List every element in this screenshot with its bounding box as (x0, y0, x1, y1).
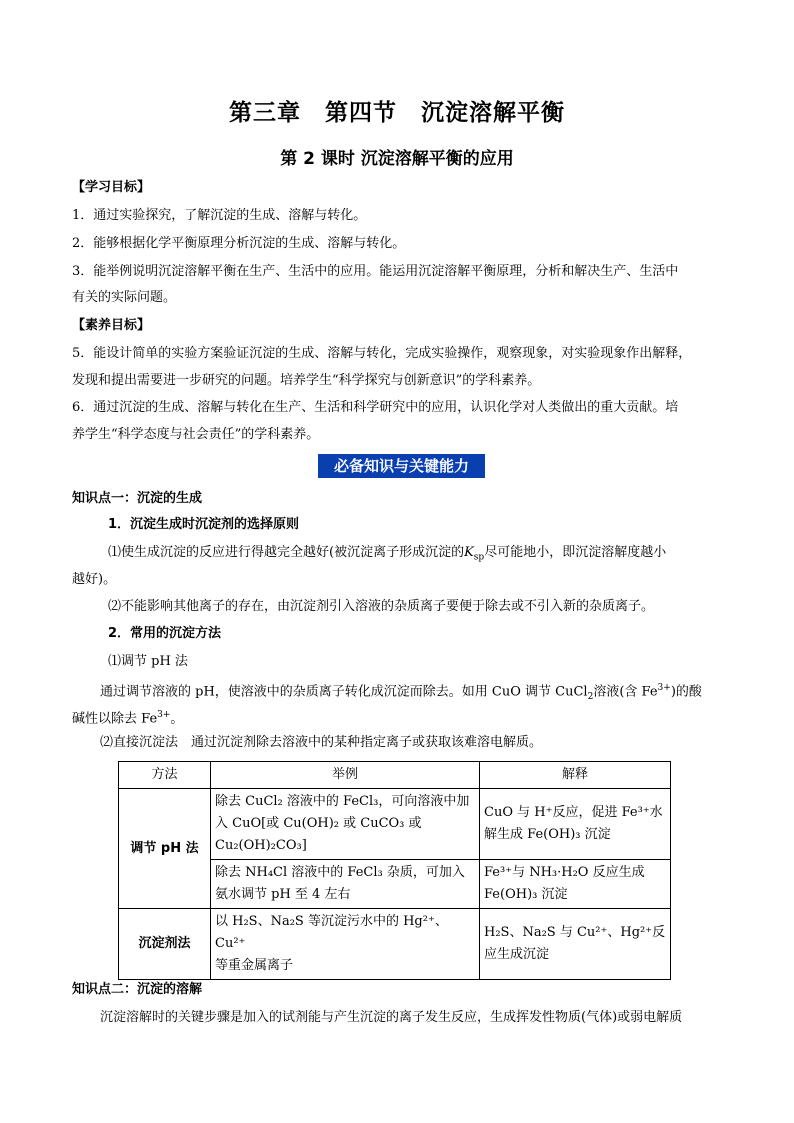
explanation-line: 应生成沉淀 (484, 947, 550, 962)
ph-desc-text-c: )的酸 (670, 684, 702, 700)
example-line: 除去 NH₄Cl 溶液中的 FeCl₃ 杂质，可加入 (215, 865, 465, 880)
literacy-item: 发现和提出需要进一步研究的问题。培养学生“科学探究与创新意识”的学科素养。 (72, 373, 541, 388)
literacy-item: 5．能设计简单的实验方案验证沉淀的生成、溶解与转化，完成实验操作，观察现象，对实验现象作出解释， (72, 346, 692, 361)
goal-item: 3．能举例说明沉淀溶解平衡在生产、生活中的应用。能运用沉淀溶解平衡原理，分析和解决生产、生活中 (72, 264, 679, 279)
principle-2: ⑵不能影响其他离子的存在，由沉淀剂引入溶液的杂质离子要便于除去或不引入新的杂质离子。 (108, 599, 655, 614)
page-title: 第三章 第四节 沉淀溶解平衡 (229, 100, 565, 126)
explanation-line: H₂S、Na₂S 与 Cu²⁺、Hg²⁺反 (484, 925, 666, 940)
ph-desc-text-b: 溶液(含 Fe (593, 684, 658, 700)
method-ph-desc-continued: 碱性以除去 $Fe^{3+}$。 (72, 710, 184, 727)
goals-heading: 【学习目标】 (72, 180, 151, 195)
method-ph-label: ⑴调节 pH 法 (108, 654, 188, 669)
table-row (119, 909, 671, 980)
explanation-line: 解生成 Fe(OH)₃ 沉淀 (484, 827, 611, 842)
explanation-cell (480, 909, 671, 980)
literacy-item: 养学生“科学态度与社会责任”的学科素养。 (72, 427, 320, 442)
example-cell (211, 789, 480, 860)
goal-item: 2．能够根据化学平衡原理分析沉淀的生成、溶解与转化。 (72, 236, 406, 251)
knowledge-point-1-heading: 知识点一：沉淀的生成 (72, 491, 203, 506)
principle-1 (108, 544, 666, 567)
table-header-cell: 举例 (211, 762, 480, 789)
section-banner: 必备知识与关键能力 (318, 454, 485, 478)
example-line: 氨水调节 pH 至 4 左右 (215, 887, 351, 902)
example-line: Cu₂(OH)₂CO₃] (215, 838, 307, 853)
example-line: 除去 CuCl₂ 溶液中的 FeCl₃，可向溶液中加 (215, 794, 470, 809)
explanation-cell (480, 789, 671, 860)
goal-item: 1．通过实验探究，了解沉淀的生成、溶解与转化。 (72, 208, 367, 223)
example-line: 等重金属离子 (215, 958, 294, 973)
principle-1-text-b: 尽可能地小，即沉淀溶解度越小 (484, 545, 667, 560)
subsection-1-heading: 1．沉淀生成时沉淀剂的选择原则 (108, 517, 300, 532)
explanation-cell (480, 860, 671, 909)
literacy-item: 6．通过沉淀的生成、溶解与转化在生产、生活和科学研究中的应用，认识化学对人类做出的重大贡献。培 (72, 400, 679, 415)
explanation-line: Fe(OH)₃ 沉淀 (484, 887, 568, 902)
principle-1-text-a: ⑴使生成沉淀的反应进行得越完全越好(被沉淀离子形成沉淀的 (108, 545, 465, 560)
page-subtitle: 第 2 课时 沉淀溶解平衡的应用 (280, 149, 514, 169)
knowledge-point-2-heading: 知识点二：沉淀的溶解 (72, 982, 203, 997)
literacy-heading: 【素养目标】 (72, 318, 151, 333)
table-header-row (119, 762, 671, 789)
principle-1-continued: 越好)。 (72, 572, 117, 587)
method-direct-desc: ⑵直接沉淀法 通过沉淀剂除去溶液中的某种指定离子或获取该难溶电解质。 (100, 735, 543, 750)
methods-table (118, 761, 671, 980)
goal-item: 有关的实际问题。 (72, 290, 177, 305)
method-ph-desc: 通过调节溶液的 pH，使溶液中的杂质离子转化成沉淀而除去。如用 CuO 调节 CuCl$_2$溶液(含 $Fe^{3+}$)的酸 (100, 683, 702, 702)
ph-desc-text-a: 通过调节溶液的 pH，使溶液中的杂质离子转化成沉淀而除去。如用 CuO 调节 CuCl (100, 684, 588, 700)
table-header-cell: 解释 (480, 762, 671, 789)
example-cell (211, 860, 480, 909)
example-line: 入 CuO[或 Cu(OH)₂ 或 CuCO₃ 或 (215, 816, 422, 831)
explanation-line: Fe³⁺与 NH₃·H₂O 反应生成 (484, 865, 645, 880)
table-header-cell: 方法 (119, 762, 211, 789)
ph-desc-text-e: 。 (170, 711, 184, 727)
example-line: 以 H₂S、Na₂S 等沉淀污水中的 Hg²⁺、Cu²⁺ (215, 914, 448, 951)
dissolution-paragraph: 沉淀溶解时的关键步骤是加入的试剂能与产生沉淀的离子发生反应，生成挥发性物质(气体)或弱电解质 (100, 1010, 683, 1025)
ph-desc-text-d: 碱性以除去 Fe (72, 711, 158, 727)
ksp-symbol: K (464, 545, 474, 560)
subsection-2-heading: 2．常用的沉淀方法 (108, 626, 222, 641)
method-cell: 调节 pH 法 (119, 789, 211, 909)
table-row (119, 789, 671, 860)
ksp-subscript: sp (473, 552, 485, 563)
explanation-line: CuO 与 H⁺反应，促进 Fe³⁺水 (484, 805, 663, 820)
method-cell: 沉淀剂法 (119, 909, 211, 980)
example-cell (211, 909, 480, 980)
